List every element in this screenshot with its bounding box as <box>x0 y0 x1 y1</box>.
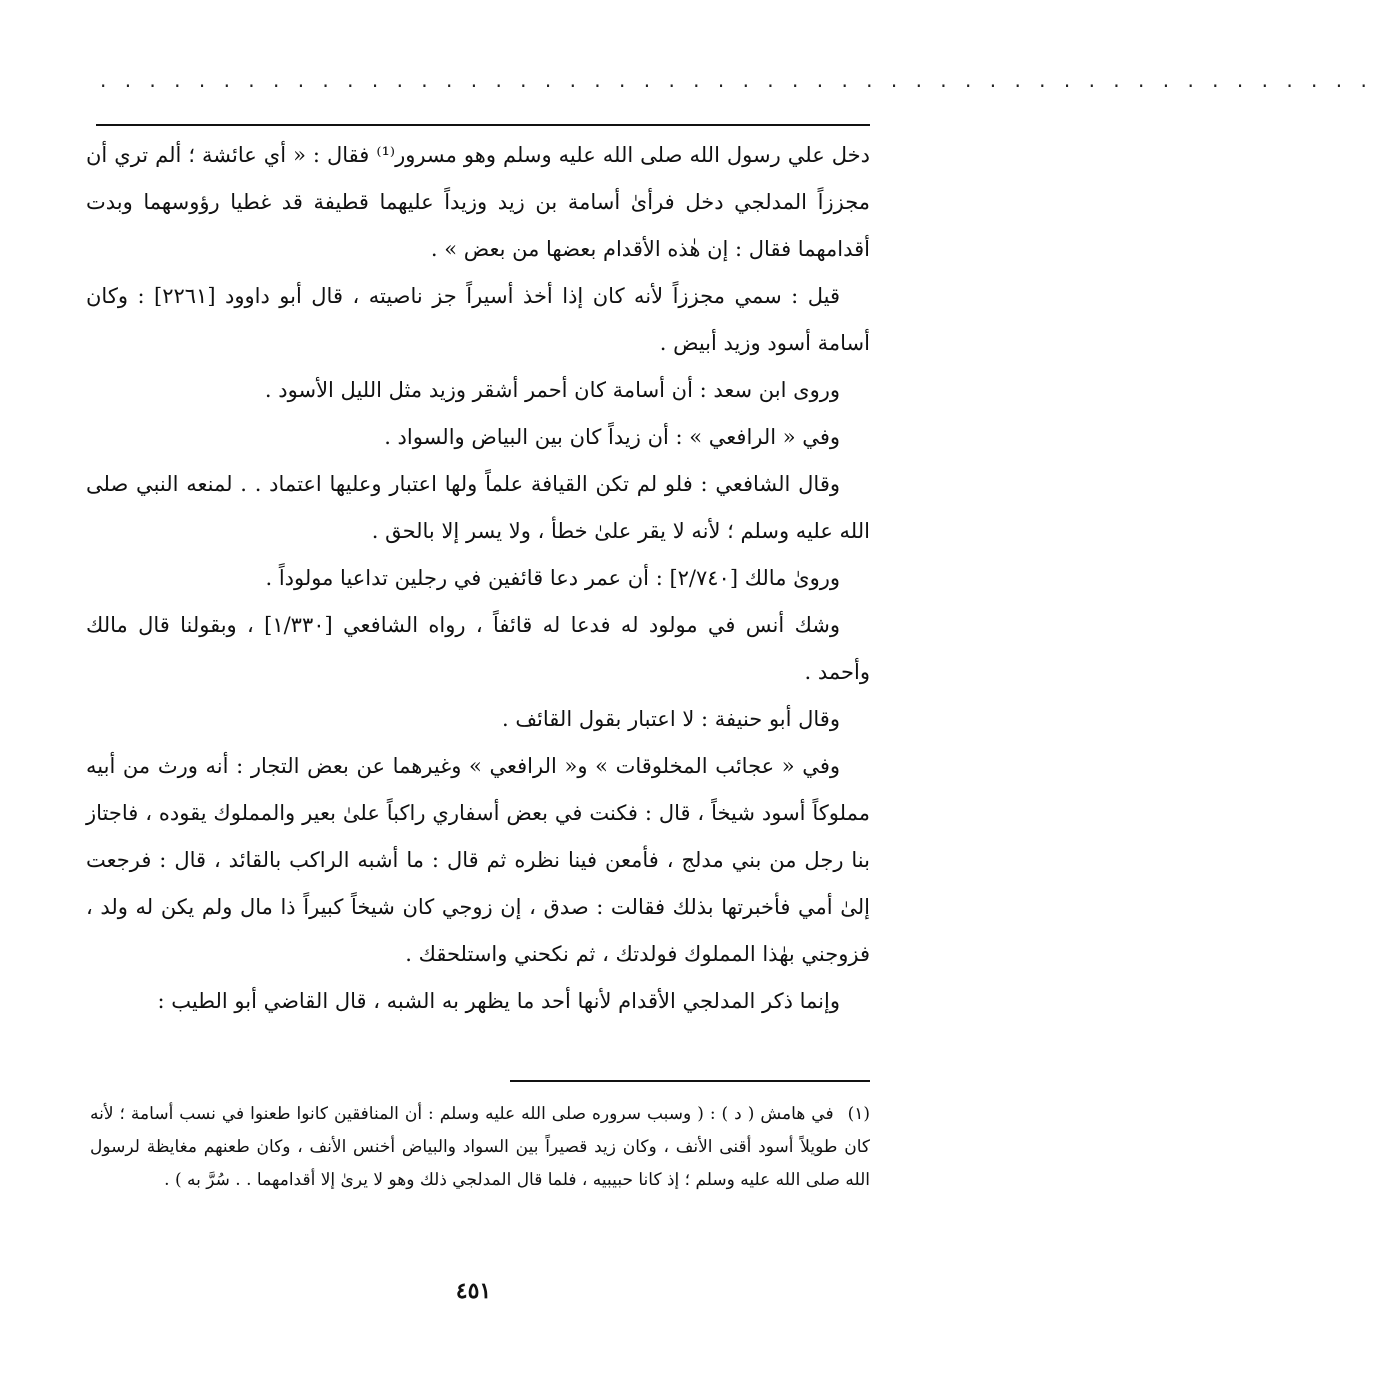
footnote-number: (١) <box>847 1104 870 1124</box>
page-number: ٤٥١ <box>455 1278 492 1304</box>
paragraph: وفي « الرافعي » : أن زيداً كان بين البياض والسواد . <box>384 425 840 449</box>
top-rule <box>96 124 870 126</box>
paragraph: وروى ابن سعد : أن أسامة كان أحمر أشقر وزيد مثل الليل الأسود . <box>264 378 840 402</box>
paragraph: وقال أبو حنيفة : لا اعتبار بقول القائف . <box>501 707 840 731</box>
paragraph: وشك أنس في مولود له فدعا له قائفاً ، رواه الشافعي [١/٣٣٠] ، وبقولنا قال مالك وأحمد . <box>86 613 870 684</box>
paragraph: وإنما ذكر المدلجي الأقدام لأنها أحد ما يظهر به الشبه ، قال القاضي أبو الطيب : <box>157 989 840 1013</box>
paragraph: وقال الشافعي : فلو لم تكن القيافة علماً ولها اعتبار وعليها اعتماد . . لمنعه النبي صلى الله عليه وسلم ؛ لأنه لا يقر علىٰ خطأ ، ولا يسر إلا بالحق . <box>86 472 870 543</box>
paragraph: وروىٰ مالك [٢/٧٤٠] : أن عمر دعا قائفين في رجلين تداعيا مولوداً . <box>265 566 840 590</box>
paragraph: قيل : سمي مجززاً لأنه كان إذا أخذ أسيراً جز ناصيته ، قال أبو داوود [٢٢٦١] : وكان أسامة أسود وزيد أبيض . <box>86 284 870 355</box>
main-text <box>86 132 870 1025</box>
footnote-rule <box>510 1080 870 1082</box>
footnote <box>90 1098 870 1197</box>
dotted-leader: . . . . . . . . . . . . . . . . . . . . . . . . . . . . . . . . . . . . . . . . . . . . . . . . . . . . <box>100 68 1373 92</box>
paragraph: وفي « عجائب المخلوقات » و« الرافعي » وغيرهما عن بعض التجار : أنه ورث من أبيه مملوكاً أسود شيخاً ، قال : فكنت في بعض أسفاري راكباً علىٰ بعير والمملوك يقوده ، فاجتاز بنا رجل من بني مدلج ، فأمعن فينا نظره ثم قال : ما أشبه الراكب بالقائد ، قال : فرجعت إلىٰ أمي فأخبرتها بذلك فقالت : صدق ، إن زوجي كان شيخاً كبيراً ذا مال ولم يكن له ولد ، فزوجني بهٰذا المملوك فولدتك ، ثم نكحني واستلحقك . <box>86 754 870 966</box>
footnote-text: في هامش ( د ) : ( وسبب سروره صلى الله عليه وسلم : أن المنافقين كانوا طعنوا في نسب أسامة ؛ لأنه كان طويلاً أسود أقنى الأنف ، وكان زيد قصيراً بين السواد والبياض أخنس الأنف ، وكان طعنهم مغايظة لرسول الله صلى الله عليه وسلم ؛ إذ كانا حبيبيه ، فلما قال المدلجي ذلك وهو لا يرىٰ إلا أقدامهما . . سُرَّ به ) . <box>90 1104 870 1190</box>
paragraph: دخل علي رسول الله صلى الله عليه وسلم وهو مسرور⁽¹⁾ فقال : « أي عائشة ؛ ألم تري أن مجززاً المدلجي دخل فرأىٰ أسامة بن زيد وزيداً عليهما قطيفة قد غطيا رؤوسهما وبدت أقدامهما فقال : إن هٰذه الأقدام بعضها من بعض » . <box>86 143 870 261</box>
